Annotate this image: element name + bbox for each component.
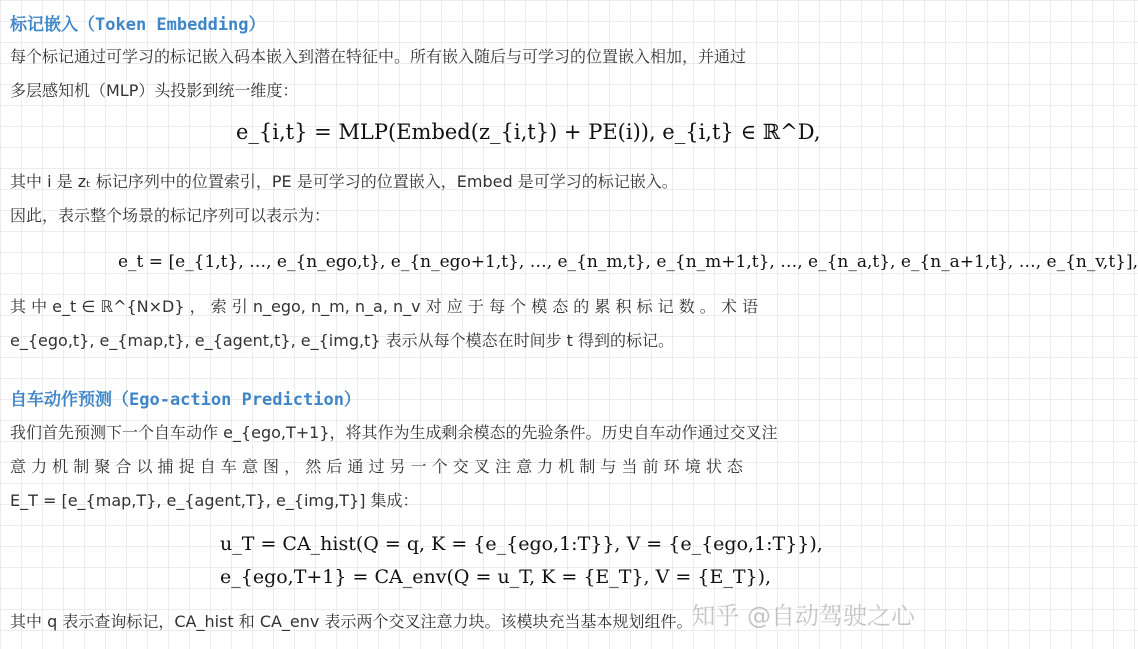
- paragraph-line: 其中 q 表示查询标记，CA_hist 和 CA_env 表示两个交叉注意力块。该模块充当基本规划组件。: [10, 612, 693, 631]
- watermark: 知乎 @自动驾驶之心: [691, 602, 915, 630]
- paragraph-line: 因此，表示整个场景的标记序列可以表示为：: [10, 206, 331, 225]
- paragraph-line: 每个标记通过可学习的标记嵌入码本嵌入到潜在特征中。所有嵌入随后与可学习的位置嵌入相加，并通过: [10, 47, 747, 66]
- section-heading-ego-action-prediction: 自车动作预测（Ego-action Prediction）: [10, 390, 361, 410]
- paragraph-line: 其中 i 是 zₜ 标记序列中的位置索引，PE 是可学习的位置嵌入，Embed 是可学习的标记嵌入。: [10, 172, 678, 191]
- paragraph-line: 其 中 e_t ∈ ℝ^{N×D} ， 索 引 n_ego, n_m, n_a, n_v 对 应 于 每 个 模 态 的 累 积 标 记 数 。 术 语: [10, 297, 758, 316]
- equation-token-embedding: e_{i,t} = MLP(Embed(z_{i,t}) + PE(i)), e_{i,t} ∈ ℝ^D,: [236, 120, 821, 144]
- paragraph-line: E_T = [e_{map,T}, e_{agent,T}, e_{img,T}] 集成：: [10, 491, 419, 510]
- paragraph-line: 我们首先预测下一个自车动作 e_{ego,T+1}，将其作为生成剩余模态的先验条件。历史自车动作通过交叉注: [10, 423, 778, 442]
- equation-env-attention: e_{ego,T+1} = CA_env(Q = u_T, K = {E_T}, V = {E_T}),: [220, 566, 772, 588]
- equation-hist-attention: u_T = CA_hist(Q = q, K = {e_{ego,1:T}}, V = {e_{ego,1:T}}),: [220, 533, 823, 555]
- paragraph-line: 意 力 机 制 聚 合 以 捕 捉 自 车 意 图 ， 然 后 通 过 另 一 个 交 叉 注 意 力 机 制 与 当 前 环 境 状 态: [10, 457, 743, 476]
- paragraph-line: 多层感知机（MLP）头投影到统一维度：: [10, 81, 299, 100]
- paragraph-line: e_{ego,t}, e_{map,t}, e_{agent,t}, e_{img,t} 表示从每个模态在时间步 t 得到的标记。: [10, 331, 675, 350]
- section-heading-token-embedding: 标记嵌入（Token Embedding）: [10, 15, 266, 35]
- equation-token-sequence: e_t = [e_{1,t}, …, e_{n_ego,t}, e_{n_ego+1,t}, …, e_{n_m,t}, e_{n_m+1,t}, …, e_{n_a,t}, e_{n_a+1,t}, …, e_{n_v,t}],: [118, 252, 1138, 272]
